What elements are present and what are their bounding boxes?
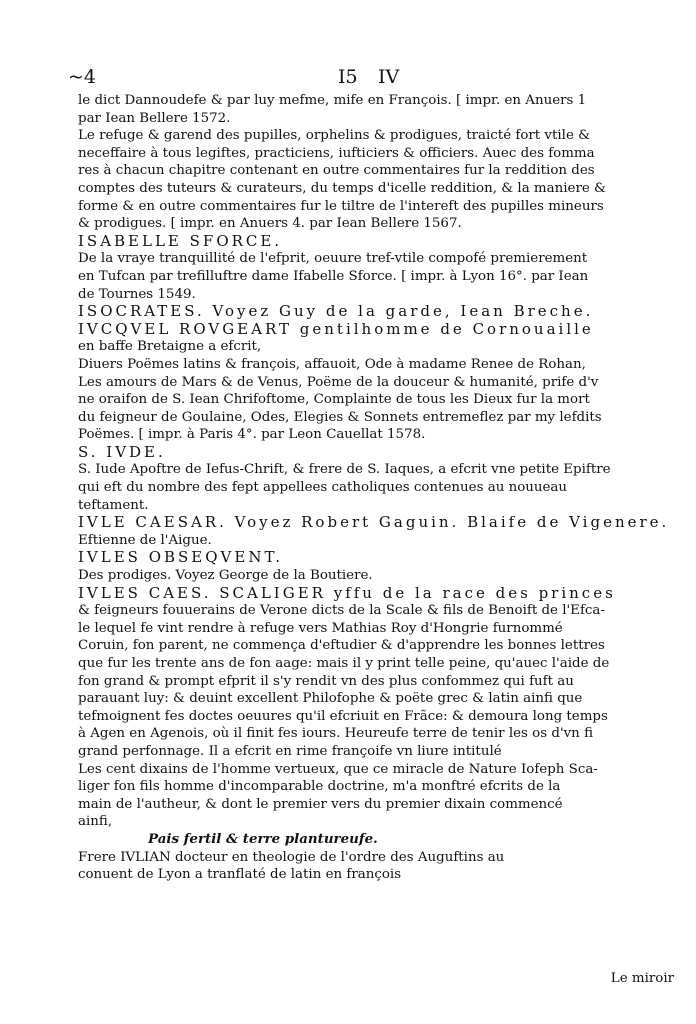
text-line: par Iean Bellere 1572. xyxy=(78,110,231,126)
text-line: tefmoignent fes doctes oeuures qu'il efcriuit en Frãce: & demoura long temps xyxy=(78,708,608,724)
text-line: De la vraye tranquillité de l'efprit, oeuure tref-vtile compofé premierement xyxy=(78,251,588,267)
text-line: Les amours de Mars & de Venus, Poëme de la douceur & humanité, prife d'v xyxy=(78,374,599,390)
text-line: le lequel fe vint rendre à refuge vers Mathias Roy d'Hongrie furnommé xyxy=(78,620,563,636)
text-line: Des prodiges. Voyez George de la Boutiere. xyxy=(78,568,373,584)
text-line: teftament. xyxy=(78,497,149,513)
running-header xyxy=(68,66,598,92)
text-line: en baffe Bretaigne a efcrit, xyxy=(78,339,262,355)
text-line: parauant luy: & deuint excellent Philofophe & poëte grec & latin ainfi que xyxy=(78,691,583,707)
section-heading: IV xyxy=(378,66,400,88)
text-line: & feigneurs fouuerains de Verone dicts de la Scale & fils de Benoift de l'Efca- xyxy=(78,603,605,619)
document-page xyxy=(68,66,670,884)
text-line: res à chacun chapitre contenant en outre commentaires fur la reddition des xyxy=(78,163,595,179)
page-number: ~4 xyxy=(68,66,97,88)
text-line: conuent de Lyon a tranflaté de latin en françois xyxy=(78,867,402,883)
text-line: Diuers Poëmes latins & françois, affauoit, Ode à madame Renee de Rohan, xyxy=(78,356,586,372)
text-line: Eftienne de l'Aigue. xyxy=(78,532,212,548)
text-line: Le refuge & garend des pupilles, orphelins & prodigues, traicté fort vtile & xyxy=(78,128,591,144)
text-line: Poëmes. [ impr. à Paris 4°. par Leon Cauellat 1578. xyxy=(78,427,426,443)
text-line: ne oraifon de S. Iean Chrifoftome, Complainte de tous les Dieux fur la mort xyxy=(78,392,590,408)
signature-mark: I5 xyxy=(338,66,358,88)
text-line: IVLES CAES. SCALIGER yffu de la race des princes xyxy=(78,583,616,602)
text-line: grand perfonnage. Il a efcrit en rime françoife vn liure intitulé xyxy=(78,743,502,759)
text-line: en Tufcan par trefilluftre dame Ifabelle Sforce. [ impr. à Lyon 16°. par Iean xyxy=(78,268,589,284)
text-line: que fur les trente ans de fon aage: mais il y print telle peine, qu'auec l'aide de xyxy=(78,656,610,671)
text-line: Frere IVLIAN docteur en theologie de l'ordre des Auguftins au xyxy=(78,849,505,865)
text-line: à Agen en Agenois, où il finit fes iours. Heureufe terre de tenir les os d'vn fi xyxy=(78,726,593,742)
text-line: main de l'autheur, & dont le premier vers du premier dixain commencé xyxy=(78,796,563,812)
text-line: Les cent dixains de l'homme vertueux, que ce miracle de Nature Iofeph Sca- xyxy=(78,761,598,777)
text-line: ISOCRATES. Voyez Guy de la garde, Iean Breche. xyxy=(78,302,594,321)
text-line: S. Iude Apoftre de Iefus-Chrift, & frere de S. Iaques, a efcrit vne petite Epiftre xyxy=(78,462,611,478)
text-line: qui eft du nombre des fept appellees catholiques contenues au nouueau xyxy=(78,480,568,496)
catchword: Le miroir xyxy=(610,971,674,986)
text-line: IVLES OBSEQVENT. xyxy=(78,548,284,567)
text-line: forme & en outre commentaires fur le tiltre de l'intereft des pupilles mineurs xyxy=(78,198,604,214)
text-line: Pais fertil & terre plantureufe. xyxy=(148,830,378,847)
text-line: de Tournes 1549. xyxy=(78,286,196,302)
text-line: Coruin, fon parent, ne commença d'eftudier & d'apprendre les bonnes lettres xyxy=(78,638,605,654)
text-line: le dict Dannoudefe & par luy mefme, mife en François. [ impr. en Anuers 1 xyxy=(78,93,587,108)
text-line: ISABELLE SFORCE. xyxy=(78,231,283,250)
text-line: neceffaire à tous legiftes, practiciens, iufticiers & officiers. Auec des fomma xyxy=(78,145,595,161)
text-line: IVCQVEL ROVGEART gentilhomme de Cornouaille xyxy=(78,319,594,338)
text-line: comptes des tuteurs & curateurs, du temps d'icelle reddition, & la maniere & xyxy=(78,180,606,196)
text-line: du feigneur de Goulaine, Odes, Elegies & Sonnets entremeflez par my lefdits xyxy=(78,409,602,425)
text-line: & prodigues. [ impr. en Anuers 4. par Iean Bellere 1567. xyxy=(78,216,462,232)
text-line: IVLE CAESAR. Voyez Robert Gaguin. Blaife de Vigenere. xyxy=(78,513,670,532)
text-line: ainfi, xyxy=(78,814,113,830)
text-line: S. IVDE. xyxy=(78,442,166,461)
body-text xyxy=(78,92,670,884)
text-line: fon grand & prompt efprit il s'y rendit vn des plus confommez qui fuft au xyxy=(78,673,574,689)
text-line: liger fon fils homme d'incomparable doctrine, m'a monftré efcrits de la xyxy=(78,779,561,795)
